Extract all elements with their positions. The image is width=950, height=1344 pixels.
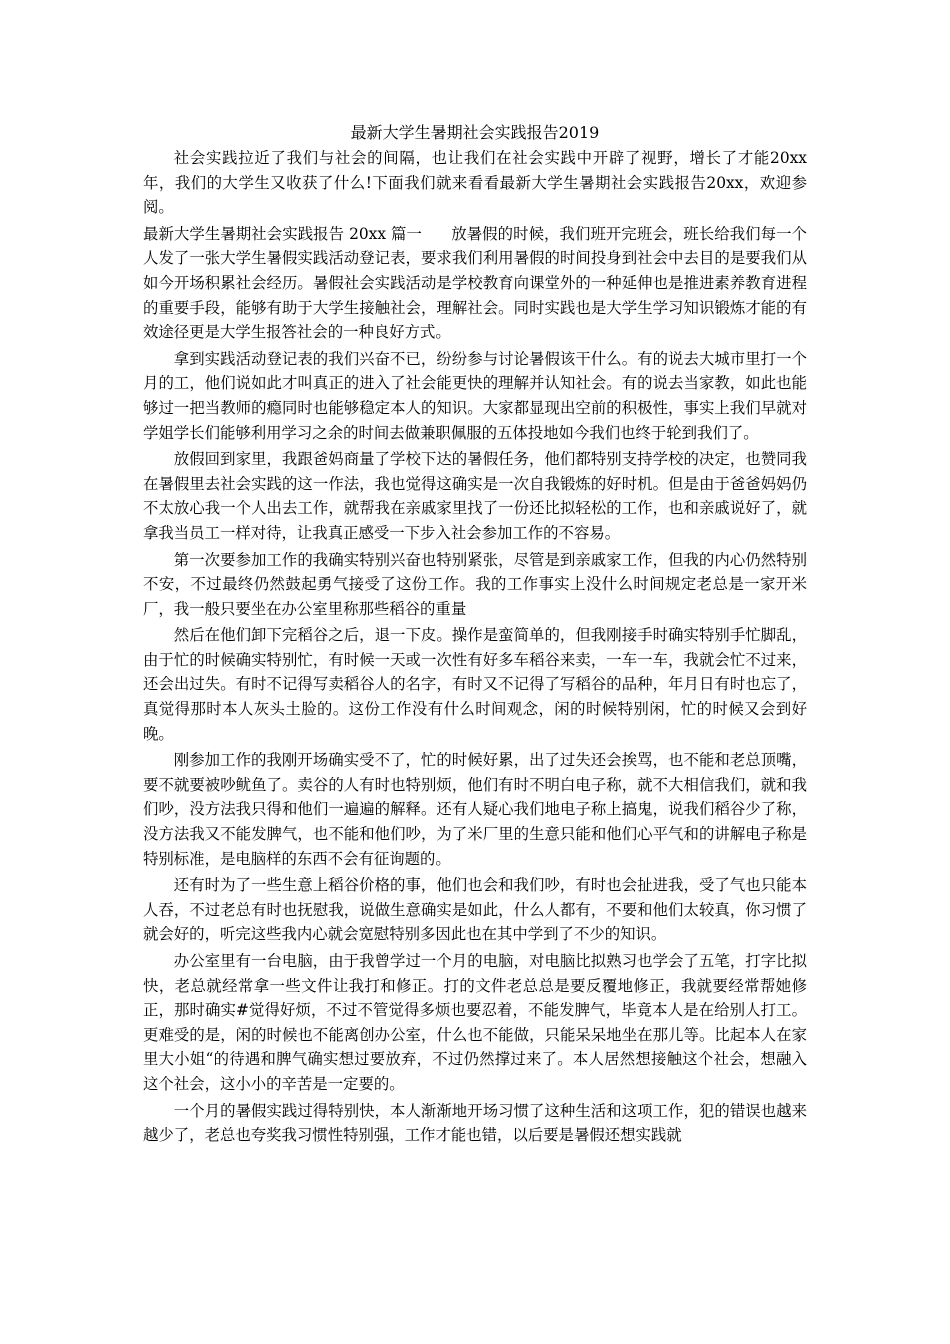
section-heading: 最新大学生暑期社会实践报告 20xx 篇一 xyxy=(143,224,422,243)
document-title: 最新大学生暑期社会实践报告2019 xyxy=(350,123,600,142)
body-paragraph: 刚参加工作的我刚开场确实受不了，忙的时候好累，出了过失还会挨骂，也不能和老总顶嘴，要不就要被吵鱿鱼了。卖谷的人有时也特别烦，他们有时不明白电子称，就不大相信我们，就和我们吵，没方法我只得和他们一遍遍的解释。还有人疑心我们地电子称上搞鬼，说我们稻谷少了称，没方法我又不能发脾气，也不能和他们吵，为了米厂里的生意只能和他们心平气和的讲解电子称是特别标准，是电脑样的东西不会有征询题的。 xyxy=(143,751,807,868)
section-paragraph-1 xyxy=(143,222,807,345)
body-paragraph: 拿到实践活动登记表的我们兴奋不已，纷纷参与讨论暑假该干什么。有的说去大城市里打一个月的工，他们说如此才叫真正的进入了社会能更快的理解并认知社会。有的说去当家教，如此也能够过一把当教师的瘾同时也能够稳定本人的知识。大家都显现出空前的积极性，事实上我们早就对学姐学长们能够利用学习之余的时间去做兼职佩服的五体投地如今我们也终于轮到我们了。 xyxy=(143,349,807,442)
body-paragraph: 第一次要参加工作的我确实特别兴奋也特别紧张，尽管是到亲戚家工作，但我的内心仍然特别不安，不过最终仍然鼓起勇气接受了这份工作。我的工作事实上没什么时间规定老总是一家开米厂，我一般只要坐在办公室里称那些稻谷的重量 xyxy=(143,550,807,618)
body-paragraph: 然后在他们卸下完稻谷之后，退一下皮。操作是蛮简单的，但我刚接手时确实特别手忙脚乱，由于忙的时候确实特别忙，有时候一天或一次性有好多车稻谷来卖，一车一车，我就会忙不过来，还会出过失。有时不记得写卖稻谷人的名字，有时又不记得了写稻谷的品种，年月日有时也忘了，真觉得那时本人灰头土脸的。这份工作没有什么时间观念，闲的时候特别闲，忙的时候又会到好晚。 xyxy=(143,626,807,743)
body-paragraph: 还有时为了一些生意上稻谷价格的事，他们也会和我们吵，有时也会扯进我，受了气也只能本人吞，不过老总有时也抚慰我，说做生意确实是如此，什么人都有，不要和他们太较真，你习惯了就会好的，听完这些我内心就会宽慰特别多因此也在其中学到了不少的知识。 xyxy=(143,876,807,944)
body-paragraph: 一个月的暑假实践过得特别快，本人渐渐地开场习惯了这种生活和这项工作，犯的错误也越来越少了，老总也夸奖我习惯性特别强，工作才能也错，以后要是暑假还想实践就 xyxy=(143,1101,807,1145)
paragraph-text: 放暑假的时候，我们班开完班会，班长给我们每一个人发了一张大学生暑假实践活动登记表，要求我们利用暑假的时间投身到社会中去目的是要我们从如今开场积累社会经历。暑假社会实践活动是学校教育向课堂外的一种延伸也是推进素养教育进程的重要手段，能够有助于大学生接触社会，理解社会。同时实践也是大学生学习知识锻炼才能的有效途径更是大学生报答社会的一种良好方式。 xyxy=(143,224,807,342)
body-paragraph: 放假回到家里，我跟爸妈商量了学校下达的暑假任务，他们都特别支持学校的决定，也赞同我在暑假里去社会实践的这一作法，我也觉得这确实是一次自我锻炼的好时机。但是由于爸爸妈妈仍不太放心我一个人出去工作，就帮我在亲戚家里找了一份还比拟轻松的工作，也和亲戚说好了，就拿我当员工一样对待，让我真正感受一下步入社会参加工作的不容易。 xyxy=(143,450,807,542)
body-paragraph: 办公室里有一台电脑，由于我曾学过一个月的电脑，对电脑比拟熟习也学会了五笔，打字比拟快，老总就经常拿一些文件让我打和修正。打的文件老总总是要反覆地修正，我就要经常帮她修正，那时确实#觉得好烦，不过不管觉得多烦也要忍着，不能发脾气，毕竟本人是在给别人打工。更难受的是，闲的时候也不能离创办公室，什么也不能做，只能呆呆地坐在那儿等。比起本人在家里大小姐“的待遇和脾气确实想过要放弃，不过仍然撑过来了。本人居然想接触这个社会，想融入这个社会，这小小的辛苦是一定要的。 xyxy=(143,952,807,1093)
document-page xyxy=(143,121,807,1150)
intro-paragraph: 社会实践拉近了我们与社会的间隔，也让我们在社会实践中开辟了视野，增长了才能20xx年，我们的大学生又收获了什么!下面我们就来看看最新大学生暑期社会实践报告20xx，欢迎参阅。 xyxy=(143,149,807,217)
